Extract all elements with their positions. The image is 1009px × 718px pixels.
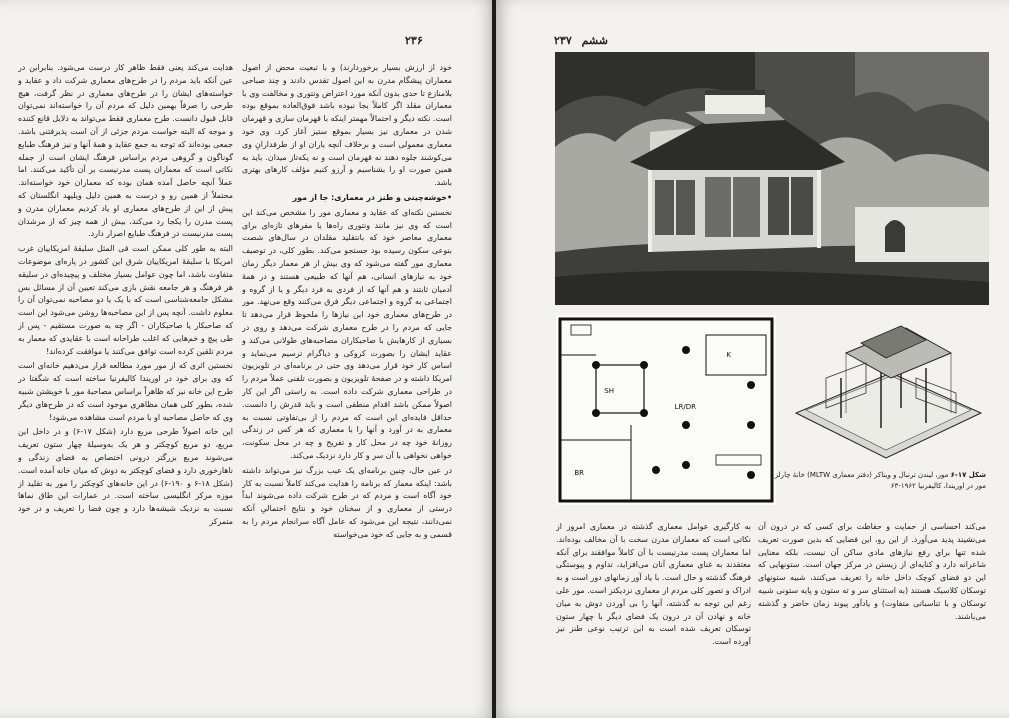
paragraph: خود از ارزش بسیار برخوردارند) و با تبعیت محض از اصول معماران پیشگام مدرن به این اصول تقدس دادند و چند صباحی بلامنازع تا حدی بدون آنکه مورد اعتراض ونتوری و مخالفت وی با معماران مقلد اگر کاملاً بجا نبوده باشد فوق‌العاده بموقع بوده است. نکته دیگر و احتمالاً مهمتر اینکه با قهرمان سازی و قهرمان شدن در معماری نیز بسیار بموقع ستیز آغاز کرد. وی خود معماری معمولی است و برخلاف آنچه یاران او از طرفدارانِ وی می‌کوشند جلوه دهند نه قهرمان است و نه یکه‌تاز میدان. باید به همین صورت او را بشناسیم و آرزو کنیم مؤلف کارهای بهتری باشد. xyxy=(242,63,452,188)
paragraph: البته به طور کلی ممکن است قی المثل سلیقهٔ امریکاییان غرب امریکا با سلیقهٔ امریکاییان شرق این کشور در پاره‌ای موضوعات متفاوت باشد، اما چون عوامل بسیار مختلف و پیچیده‌ای در سلیقه هر فرهنگ و هر جامعه نقش بازی می‌کند تعیین آن از مسائل بس مشکل جامعه‌شناسی است که با یک یا دو مصاحبه نمی‌توان آن را معلوم داشت. آنچه پس از این مصاحبه‌ها روشن می‌شود این است که صاحبکار یا صاحبکاران - اگر چه به صورت مستقیم - پس از طی پیچ و خم‌هایی که اغلب طراحانه است با عقایدی که معمار به مردم تلقین کرده است توافق می‌کنند یا موافقت کرده‌اند! xyxy=(18,244,233,356)
page-header-right xyxy=(554,34,608,47)
caption-label: شکل ۱۷-۶ xyxy=(950,471,986,479)
paragraph: می‌کند احساسی از حمایت و حفاظت برای کسی که در درون آن می‌نشیند پدید می‌آورد. از این رو، این فضایی که بدین صورت تعریف شده تنها برای رفع نیازهای مادی ساکن آن نیست، بلکه معنایی شاعرانه دارد و کنایه‌ای از زیستن در مرکز جهان است. ستونهایی که این دو فضای کوچک داخل خانه را تعریف می‌کنند، شبیه ستونهای توسکان کلاسیک هستند (به استثنای سر و ته ستون و پایه ستونی شبیه توسکان و با تناسباتی متفاوت) و یادآور پیوند زمان حاضر و گذشته می‌باشند. xyxy=(758,522,986,621)
plan-label-lr-dr: LR/DR xyxy=(674,403,696,411)
plan-label-k: K xyxy=(726,351,731,359)
paragraph: نخستین نکته‌ای که عقاید و معماری مور را مشخص می‌کند این است که وی نیز مانند ونتوری راه‌ها یا مفرهای تازه‌ای برای معماری معاصر خود که بانتقلید مقلدان در سال‌های شصت بنوعی سکون رسیده بود جستجو می‌کند. بطور کلی، در توصیف معماری مور گفته می‌شود که وی بیش از هر معمار دیگر زمان خود به نیازهای انسانی، هم آنها که طبیعی هستند و در همهٔ آدمیان ثابتند و هم آنها که از فردی به فرد دیگر و یا از گروه و اجتماعی به گروه و اجتماعی دیگر فرق می‌کنند وقع می‌نهد. مور در طرح‌های معماری خود این نیازها را ملحوظ قرار می‌دهد تا جایی که مردم را در طرح معماری شرکت می‌دهد و روی در بسیاری از کارهایش با صاحبکاران مصاحبه‌های طولانی می‌کند و عقاید ایشان را بصورت کروکی و دیاگرام ترسیم می‌نماید و اساس کار خود قرار می‌دهد وی حتی در برنامه‌ای در تلویزیون امریکا داشته و در صفحهٔ تلویزیون و بصورت تلفنی عملاً مردم را در طراحی معماری شرکت داده است. به راستی اگر این کار اصولاً ممکن باشد اقدام منطقی است و باید قدرش را دانست. حداقل فایده‌ای این است که مردم را از بی‌تفاوتی نسبت به معماری به در آورد و آنها را با معماری که هر کس در زندگی روزانهٔ خود چه در محل کار و تفریح و چه در محل سکونت، خواهی نخواهی با آن سر و کار دارد نزدیک می‌کند. xyxy=(242,207,452,460)
right-page xyxy=(496,0,1009,718)
paragraph: این خانه اصولاً طرحی مربع دارد (شکل ۱۷-۶) و در داخل این مربع، دو مربع کوچکتر و هر یک به‌وسیلهٔ چهار ستون تعریف می‌شوند مربع بزرگتر درونی اختصاص به فضای زندگی و ناهارخوری دارد و فضای کوچکتر به دوش که میان خانه آمده است. (شکل ۱۸-۶ و ۱۹۰-۶) در این خانه‌های کوچکتر را مور به تقلید از موزه مرکز انگلیسی ساخته است. در عمارات این طاق نماها نسبت به نزدیک شیشه‌ها دارد و چون فضا را تعریف و در خود متمرکز xyxy=(18,427,233,526)
figure-caption xyxy=(772,470,986,492)
house-photo-drawing xyxy=(555,52,989,305)
left-page xyxy=(0,0,494,718)
left-page-column-right xyxy=(242,62,452,664)
paragraph: نخستین اثری که از مور مورد مطالعه قرار می‌دهیم خانه‌ای است که وی برای خود در اوریندا کالیفرنیا ساخته است که شگفتا در طرح این خانه نیز که ظاهراً براساس مصاحبهٔ مور با خویشتن شبیه شده، بطور کلی همان مظاهری موجود است که در طرح‌های دیگر وی که حاصل مصاحبه او با مردم است مشاهده می‌شود! xyxy=(18,361,233,422)
floor-plan-svg xyxy=(556,315,776,505)
axonometric-drawing xyxy=(786,318,986,468)
floor-plan-drawing xyxy=(556,315,776,505)
paragraph: هدایت می‌کند یعنی فقط ظاهر کار درست می‌شود. بنابراین در عین آنکه باید مردم را در طرح‌های معماری شرکت داد و عقاید و خواسته‌های ایشان را در طرح‌های معماری در نظر گرفت، هیچ طرحی را صرفاً بهمین دلیل که مردم آن را خواسته‌اند نمی‌توان قابل قبول دانست. طرح معماری فقط می‌تواند به دلایل قانع کننده و موجه که البته خواست مردم جزئی از آن است پذیرفتنی باشد. جمعی بوده‌اند که توجه به جمع عقاید و همهٔ آنها و نیز فرهنگ طبایع گوناگون و گروهی مردم براساس فرهنگ ایشان است از جمله نکاتی است که معماران پست مدرنیست بر آن تأکید می‌کنند. اما عملاً آنچه حاصل آمده همان بوده که معماران خود خواسته‌اند. محتملاً از همین رو و درست به همین دلیل ویلیهد انگلستان که پیش از این از طرح‌های معماری او یاد کردیم معماران مدرن و پست مدرن را یکجا رد می‌کند، بیش از همه چیز که از مرشدان پست مدرنیست در فرهنگ طبایع اصرار دارد. xyxy=(18,63,233,239)
page-number-right: ۲۳۷ xyxy=(554,34,572,47)
right-page-column-right xyxy=(758,521,986,681)
paragraph: به کارگیری عوامل معماری گذشته در معماری امروز از نکاتی است که معماران مدرن سخت با آن مخالف بوده‌اند. اما معماران پست مدرنیست با آن کاملاً موافقند برای آنکه معتقدند به غنای معماری آنان می‌افزاید، تداوم و پیوستگی فرهنگ گذشته و حال است. با یاد آور زمانهای دور است و به ادراک و تصور کلی مردم از معماری نزدیکتر است. مور علی رغم این توجه به گذشته، آنها را بی آوردن دوش به میان خانه و نهادن آن در درون یک فضای دیگر با چهار ستون توسکان تعریف شده است به این ترتیب نوعی طنز نیز آورده است. xyxy=(556,522,751,647)
plan-label-br: BR xyxy=(574,469,584,477)
right-page-column-left xyxy=(556,521,751,681)
left-page-column-left xyxy=(18,62,233,670)
chapter-label: ششم xyxy=(581,34,608,47)
axonometric-svg xyxy=(786,318,986,468)
house-photograph xyxy=(555,52,989,305)
section-heading: •خوشه‌چینی و طنز در معماری: جا از مور xyxy=(292,192,452,202)
paragraph: در عین حال، چنین برنامه‌ای یک عیب بزرگ نیز می‌تواند داشته باشد: اینکه معمار که برنامه را هدایت می‌کند کاملاً نسبت به کار خود آگاه است و مردم که در طرح شرکت داده می‌شوند ابداً درستی از معماری و از سخنان خود و نتایج احتمالیِ آنکه نمی‌دانند، نتیجه این می‌شود که عامل آگاه سرانجام مردم را به قسمی و به جایی که خود می‌خواسته xyxy=(242,465,452,539)
page-number-left: ۲۳۶ xyxy=(405,34,423,47)
caption-text: مور، لیندن ترنبال و ویتاکر (دفتر معماری MLTW) خانهٔ چارلز مور در اوریندا، کالیفرنیا ۱۹۶۲-۶۳ xyxy=(774,471,986,490)
plan-label-sh: SH xyxy=(604,387,614,395)
